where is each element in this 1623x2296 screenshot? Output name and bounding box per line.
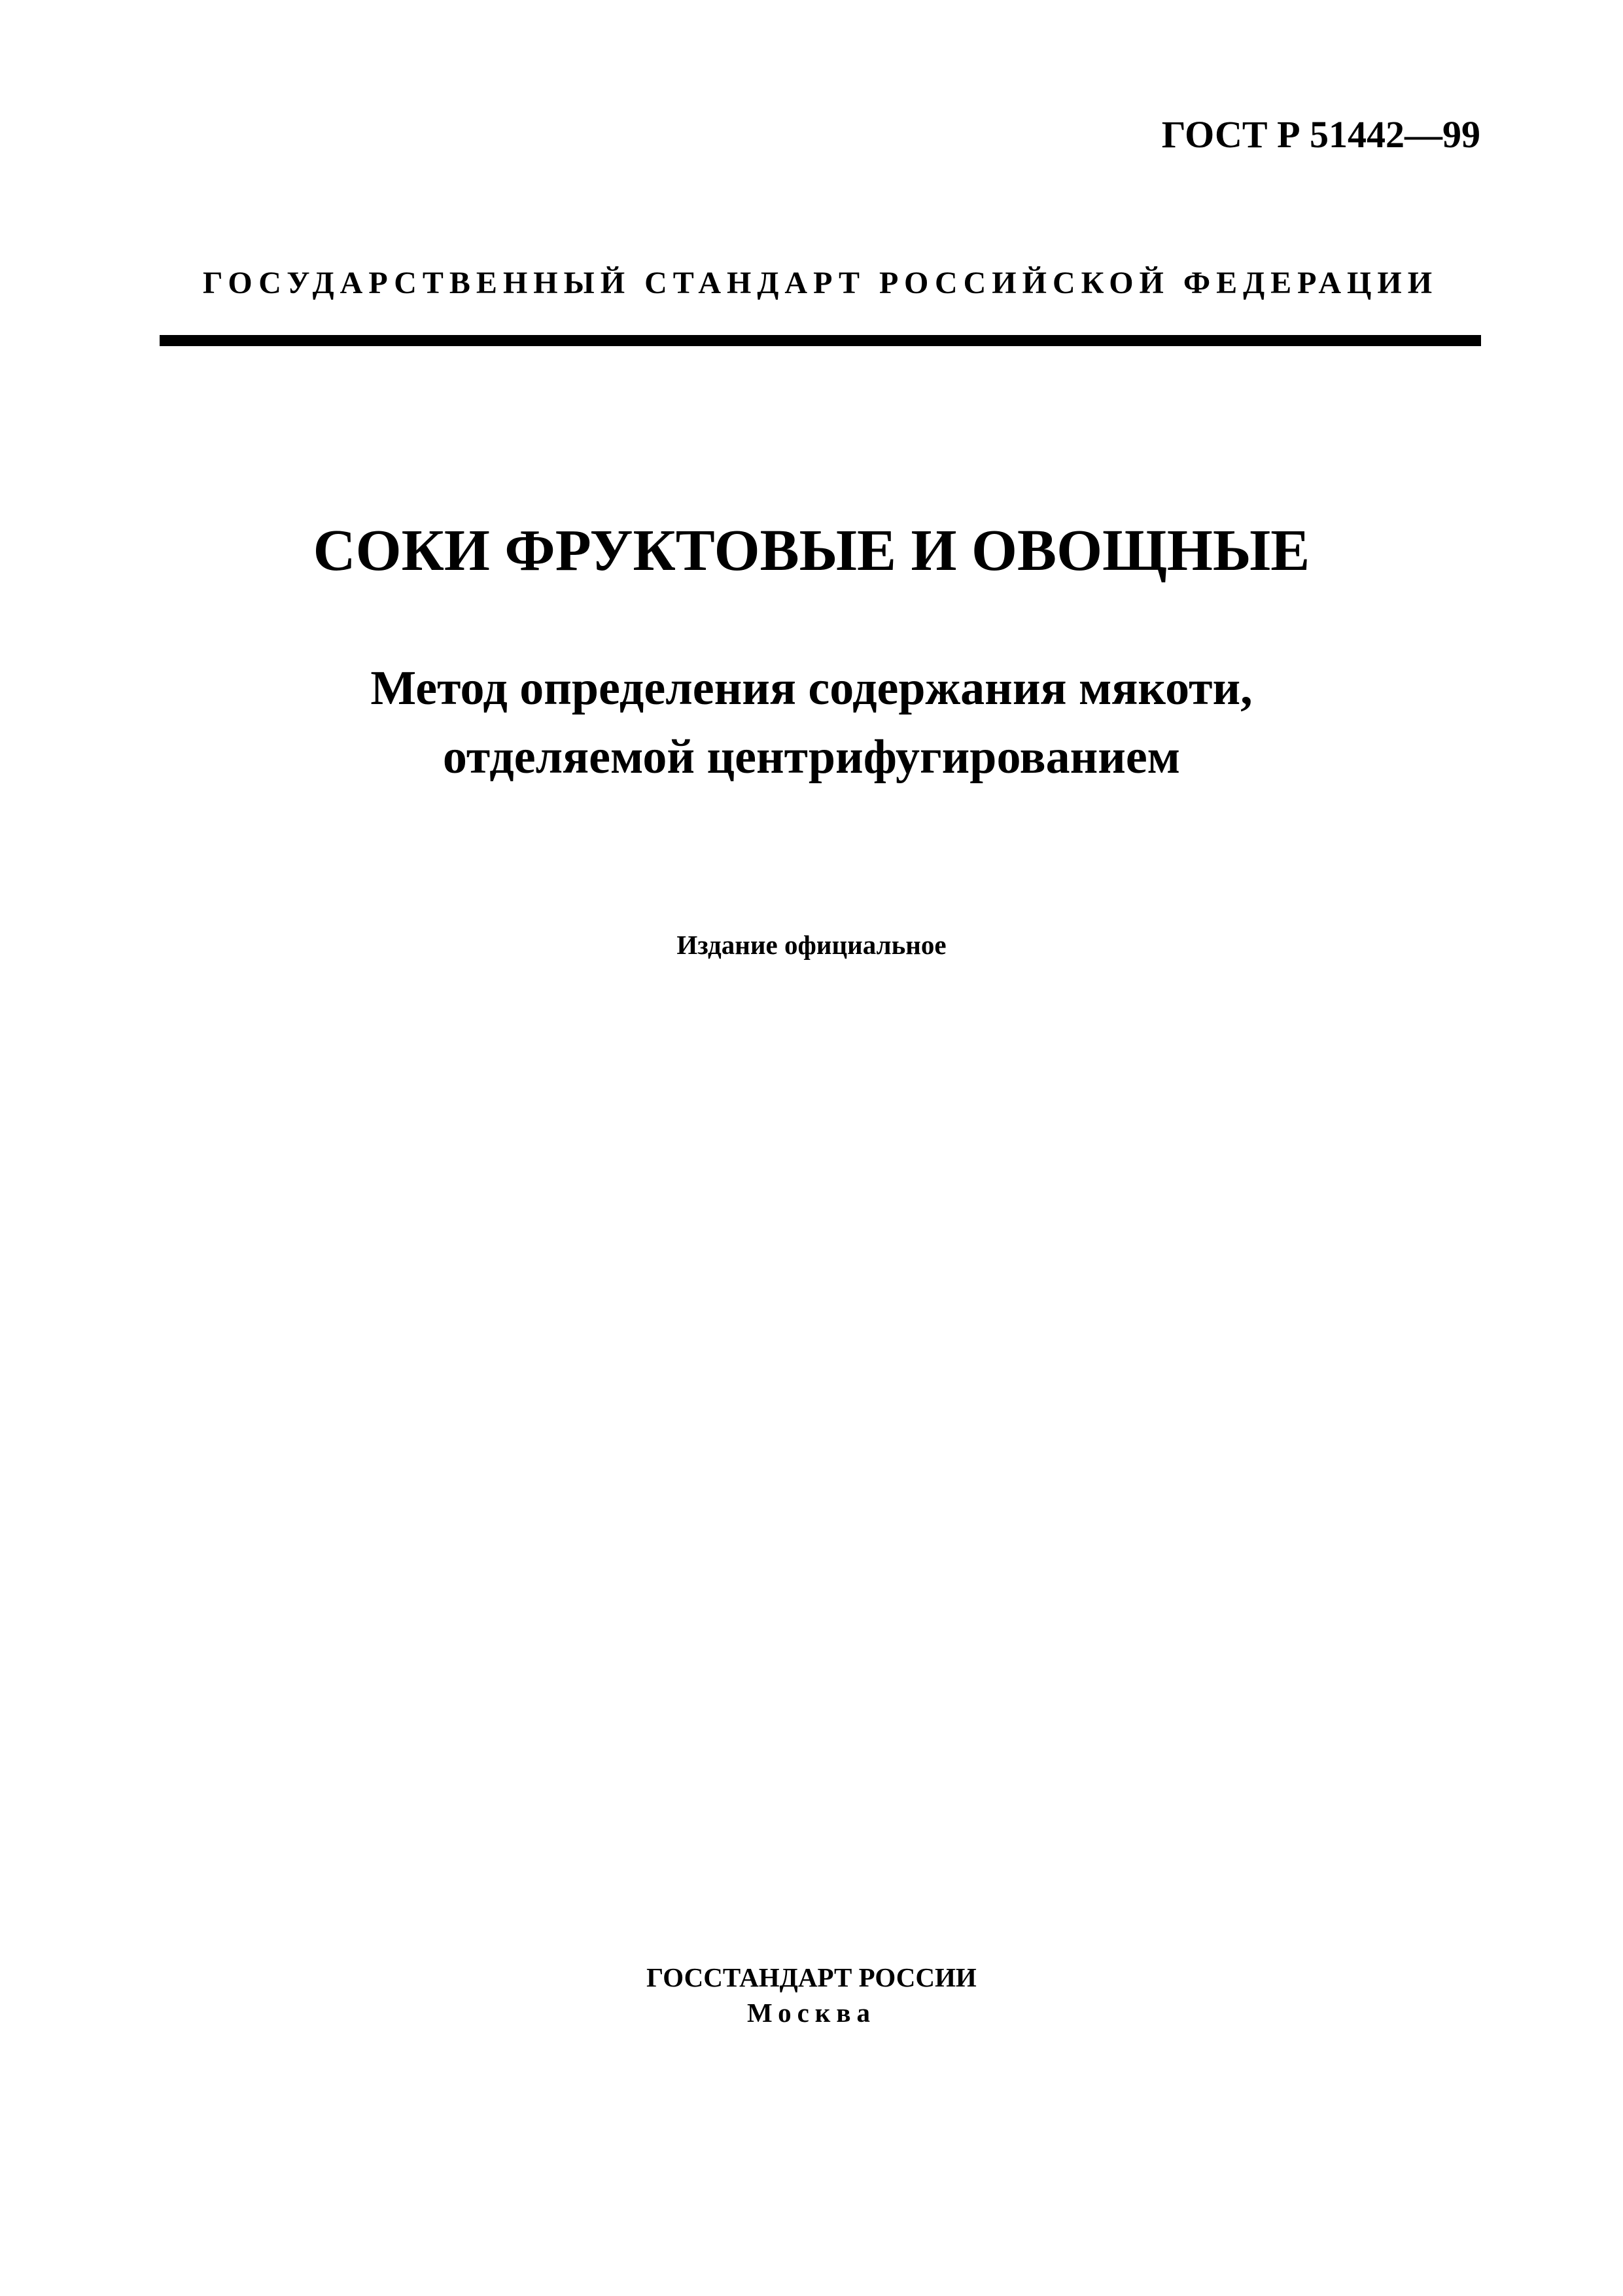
document-title: СОКИ ФРУКТОВЫЕ И ОВОЩНЫЕ [313, 518, 1310, 583]
header-divider [160, 335, 1481, 346]
standard-header: ГОСУДАРСТВЕННЫЙ СТАНДАРТ РОССИЙСКОЙ ФЕДЕРАЦИИ [202, 266, 1439, 300]
standard-number: ГОСТ Р 51442—99 [1161, 113, 1480, 156]
publisher-name: ГОССТАНДАРТ РОССИИ [646, 1962, 977, 1992]
subtitle-line-2: отделяемой центрифугированием [442, 730, 1181, 784]
publisher-city: Москва [746, 1998, 877, 2028]
document-subtitle [0, 654, 1623, 792]
subtitle-line-1: Метод определения содержания мякоти, [370, 662, 1253, 715]
edition-label: Издание официальное [676, 930, 947, 960]
publisher-block [0, 1960, 1623, 2030]
